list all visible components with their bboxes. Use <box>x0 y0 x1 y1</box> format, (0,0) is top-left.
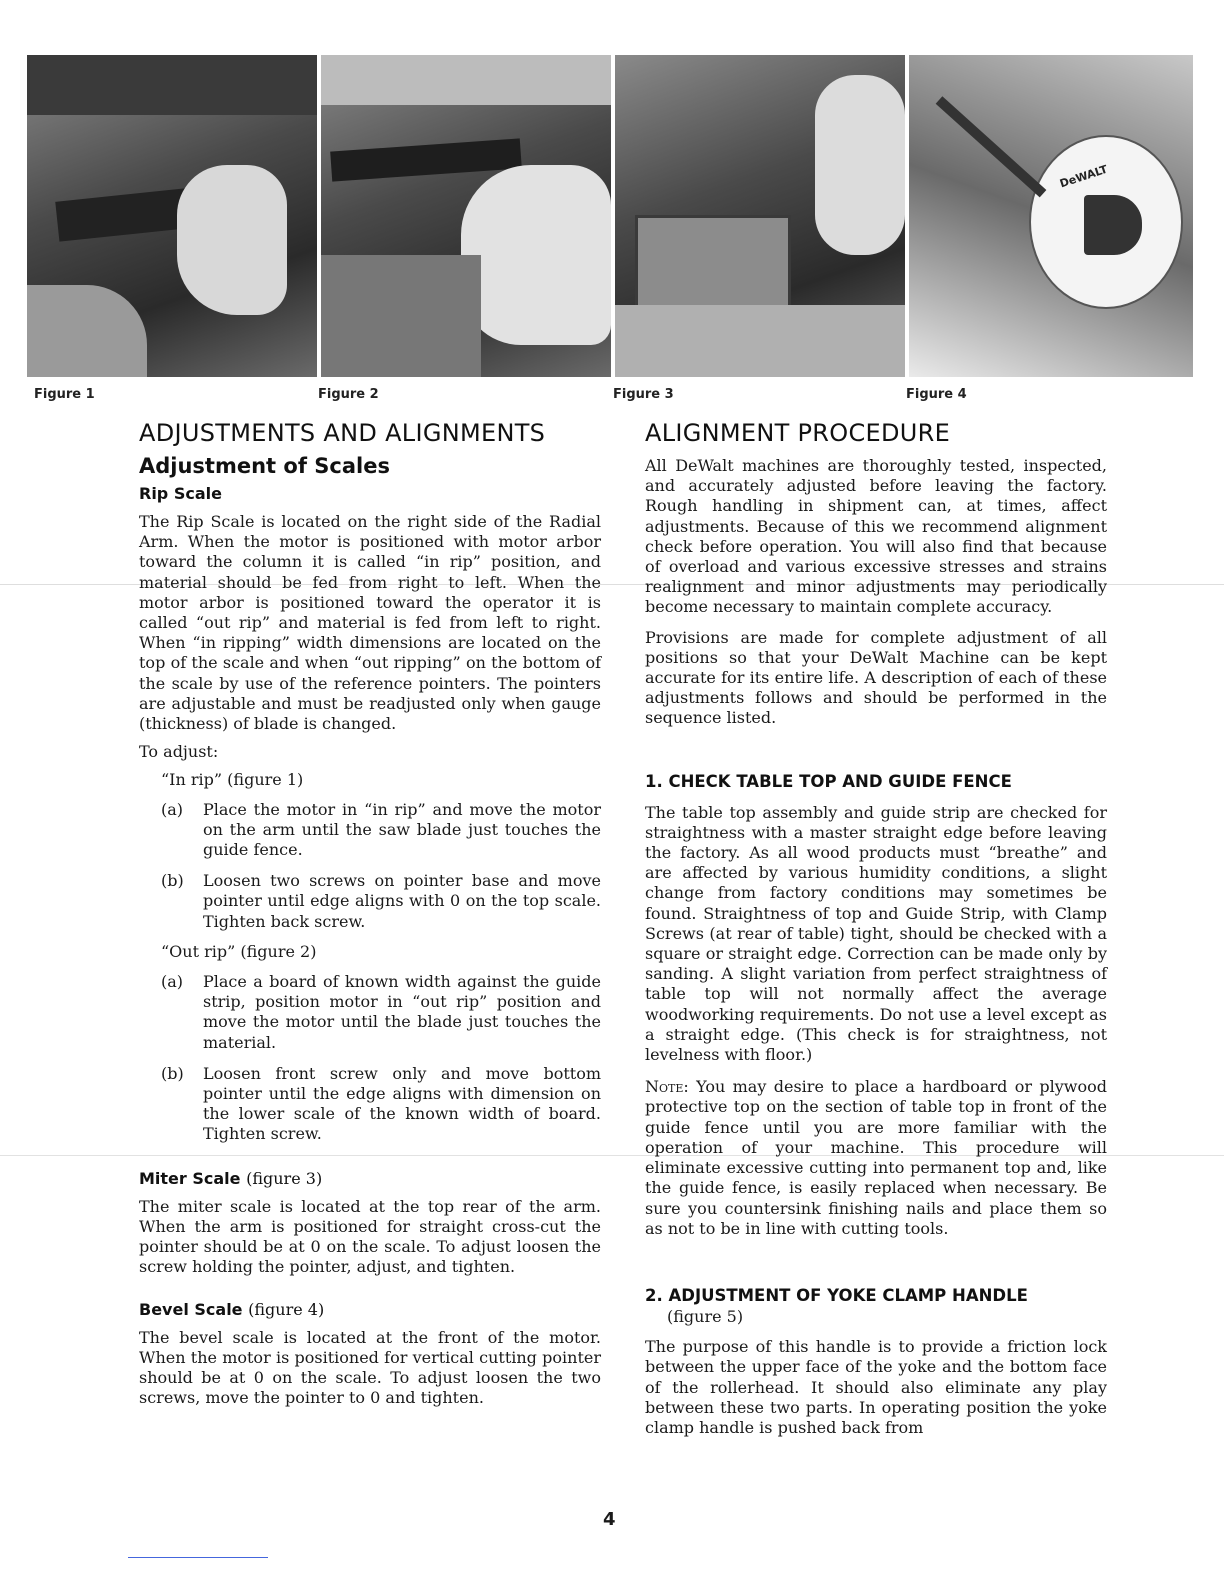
heading-bevel-scale <box>139 1298 601 1322</box>
out-rip-step-b <box>139 1064 601 1145</box>
yoke-figure-ref: (figure 5) <box>667 1306 744 1326</box>
note-paragraph <box>645 1077 1107 1239</box>
out-rip-label: “Out rip” (figure 2) <box>161 941 317 961</box>
figure-2-photo <box>321 55 611 377</box>
in-rip-label: “In rip” (figure 1) <box>161 770 304 790</box>
right-column <box>645 418 1107 1438</box>
yoke-clamp-paragraph: The purpose of this handle is to provide a friction lock between the upper face of the yoke and the bottom face of the rollerhead. It should also eliminate any play between these two parts. In operating position the yoke clamp handle is pushed back from <box>645 1337 1107 1437</box>
heading-check-table-top: 1. CHECK TABLE TOP AND GUIDE FENCE <box>645 771 1012 791</box>
figure-4-caption: Figure 4 <box>906 387 967 402</box>
bevel-figure-ref: (figure 4) <box>248 1299 325 1319</box>
step-text: Place a board of known width against the guide strip, position motor in “out rip” position and move the motor until the blade just touches the material. <box>203 972 601 1052</box>
step-text: Loosen front screw only and move bottom pointer until the edge aligns with dimension on the lower scale of the known width of board. Tighten screw. <box>203 1063 601 1144</box>
footer-rule <box>128 1557 268 1558</box>
note-text: You may desire to place a hardboard or plywood protective top on the section of table top in front of the guide fence until you are more familiar with the operation of your machine. This procedure will eliminate excessive cutting into permanent top and, like the guide fence, is easily replaced when necessary. Be sure you countersink finishing nails and place them so as not to be in line with cutting tools. <box>645 1077 1107 1238</box>
table-top-paragraph: The table top assembly and guide strip are checked for straightness with a master straight edge before leaving the factory. As all wood products must “breathe” and are affected by various humidity conditions, a slight change from factory conditions may sometimes be found. Straightness of top and Guide Strip, with Clamp Screws (at rear of table) tight, should be checked with a square or straight edge. Correction can be made only by sanding. A slight variation from perfect straightness of table top will not normally affect the average woodworking requirements. Do not use a level except as a straight edge. (This check is for straightness, not levelness with floor.) <box>645 802 1107 1065</box>
page-number: 4 <box>603 1509 616 1530</box>
step-label: (b) <box>161 871 184 891</box>
intro-paragraph-2: Provisions are made for complete adjustment of all positions so that your DeWalt Machine can be kept accurate for its entire life. A description of each of these adjustments follows and should be performed in the sequence listed. <box>645 627 1107 728</box>
miter-heading-text: Miter Scale <box>139 1168 241 1188</box>
figure-4-photo <box>909 55 1193 377</box>
figure-3-photo <box>615 55 905 377</box>
bevel-heading-text: Bevel Scale <box>139 1299 243 1319</box>
in-rip-step-b <box>139 871 601 932</box>
step-text: Place the motor in “in rip” and move the motor on the arm until the saw blade just touches the guide fence. <box>203 799 601 860</box>
figure-1-photo <box>27 55 317 377</box>
step-label: (a) <box>161 972 184 992</box>
left-column <box>139 418 601 1408</box>
out-rip-step-a <box>139 972 601 1053</box>
section-title-alignment: ALIGNMENT PROCEDURE <box>645 419 951 447</box>
in-rip-step-a <box>139 800 601 861</box>
figure-1-caption: Figure 1 <box>34 387 95 402</box>
step-label: (a) <box>161 799 184 819</box>
figure-photo-strip <box>27 55 1193 377</box>
bevel-scale-paragraph: The bevel scale is located at the front of the motor. When the motor is positioned for vertical cutting pointer should be at 0 on the scale. To adjust loosen the two screws, move the pointer to 0 and tighten. <box>139 1327 601 1408</box>
step-text: Loosen two screws on pointer base and move pointer until edge aligns with 0 on the top scale. Tighten back screw. <box>203 871 601 931</box>
intro-paragraph-1: All DeWalt machines are thoroughly tested, inspected, and accurately adjusted before leaving the factory. Rough handling in shipment can, at times, affect adjustments. Because of this we recommend alignment check before operation. You will also find that because of overload and various excessive stresses and strains realignment and minor adjustments may periodically become necessary to maintain complete accuracy. <box>645 456 1107 617</box>
figure-3-caption: Figure 3 <box>613 387 674 402</box>
rip-scale-paragraph: The Rip Scale is located on the right side of the Radial Arm. When the motor is positioned with motor arbor toward the column it is called “in rip” position, and material should be fed from right to left. When the motor arbor is positioned toward the operator it is called “out rip” and material is fed from left to right. When “in ripping” width dimensions are located on the top of the scale and when “out ripping” on the bottom of the scale by use of the reference pointers. The pointers are adjustable and must be readjusted only when gauge (thickness) of blade is changed. <box>139 512 601 734</box>
dial-brand-label: DeWALT <box>1058 162 1110 191</box>
to-adjust-label: To adjust: <box>139 742 219 762</box>
miter-scale-paragraph: The miter scale is located at the top rear of the arm. When the arm is positioned for straight cross-cut the pointer should be at 0 on the scale. To adjust loosen the screw holding the pointer, adjust, and tighten. <box>139 1196 601 1277</box>
miter-figure-ref: (figure 3) <box>246 1168 323 1188</box>
heading-rip-scale: Rip Scale <box>139 484 222 503</box>
heading-miter-scale <box>139 1167 601 1191</box>
heading-yoke-clamp: 2. ADJUSTMENT OF YOKE CLAMP HANDLE <box>645 1285 1028 1305</box>
step-label: (b) <box>161 1063 184 1083</box>
subtitle-adjustment-of-scales: Adjustment of Scales <box>139 454 390 478</box>
figure-2-caption: Figure 2 <box>318 387 379 402</box>
section-title-adjustments: ADJUSTMENTS AND ALIGNMENTS <box>139 419 546 447</box>
note-label: Note: <box>645 1077 689 1097</box>
